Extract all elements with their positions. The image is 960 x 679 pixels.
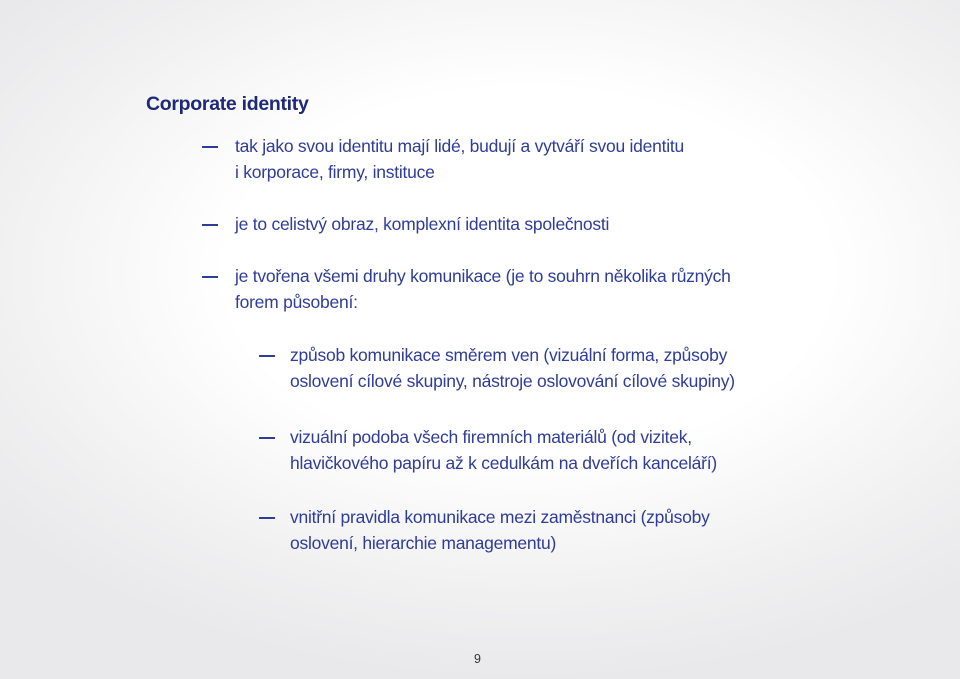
dash-bullet-icon bbox=[202, 276, 218, 278]
list-item bbox=[235, 211, 609, 237]
dash-bullet-icon bbox=[259, 355, 275, 357]
list-item bbox=[235, 133, 684, 185]
dash-bullet-icon bbox=[202, 146, 218, 148]
page-title: Corporate identity bbox=[146, 93, 309, 115]
dash-bullet-icon bbox=[259, 437, 275, 439]
list-item-line: oslovení cílové skupiny, nástroje oslovování cílové skupiny) bbox=[290, 371, 735, 391]
page-number: 9 bbox=[474, 652, 481, 666]
list-item-line: je tvořena všemi druhy komunikace (je to souhrn několika různých bbox=[235, 266, 731, 286]
list-item-line: vizuální podoba všech firemních materiálů (od vizitek, bbox=[290, 427, 692, 447]
list-item-line: je to celistvý obraz, komplexní identita společnosti bbox=[235, 214, 610, 234]
list-item-line: oslovení, hierarchie managementu) bbox=[290, 533, 557, 553]
list-item-line: způsob komunikace směrem ven (vizuální forma, způsoby bbox=[290, 345, 728, 365]
list-item bbox=[290, 424, 717, 476]
list-item-line: hlavičkového papíru až k cedulkám na dveřích kanceláří) bbox=[290, 453, 717, 473]
list-item-line: i korporace, firmy, instituce bbox=[235, 162, 435, 182]
dash-bullet-icon bbox=[259, 517, 275, 519]
list-item-line: vnitřní pravidla komunikace mezi zaměstnanci (způsoby bbox=[290, 507, 710, 527]
list-item bbox=[235, 263, 731, 315]
dash-bullet-icon bbox=[202, 224, 218, 226]
list-item bbox=[290, 504, 710, 556]
list-item bbox=[290, 342, 735, 394]
list-item-line: forem působení: bbox=[235, 292, 358, 312]
list-item-line: tak jako svou identitu mají lidé, budují a vytváří svou identitu bbox=[235, 136, 684, 156]
